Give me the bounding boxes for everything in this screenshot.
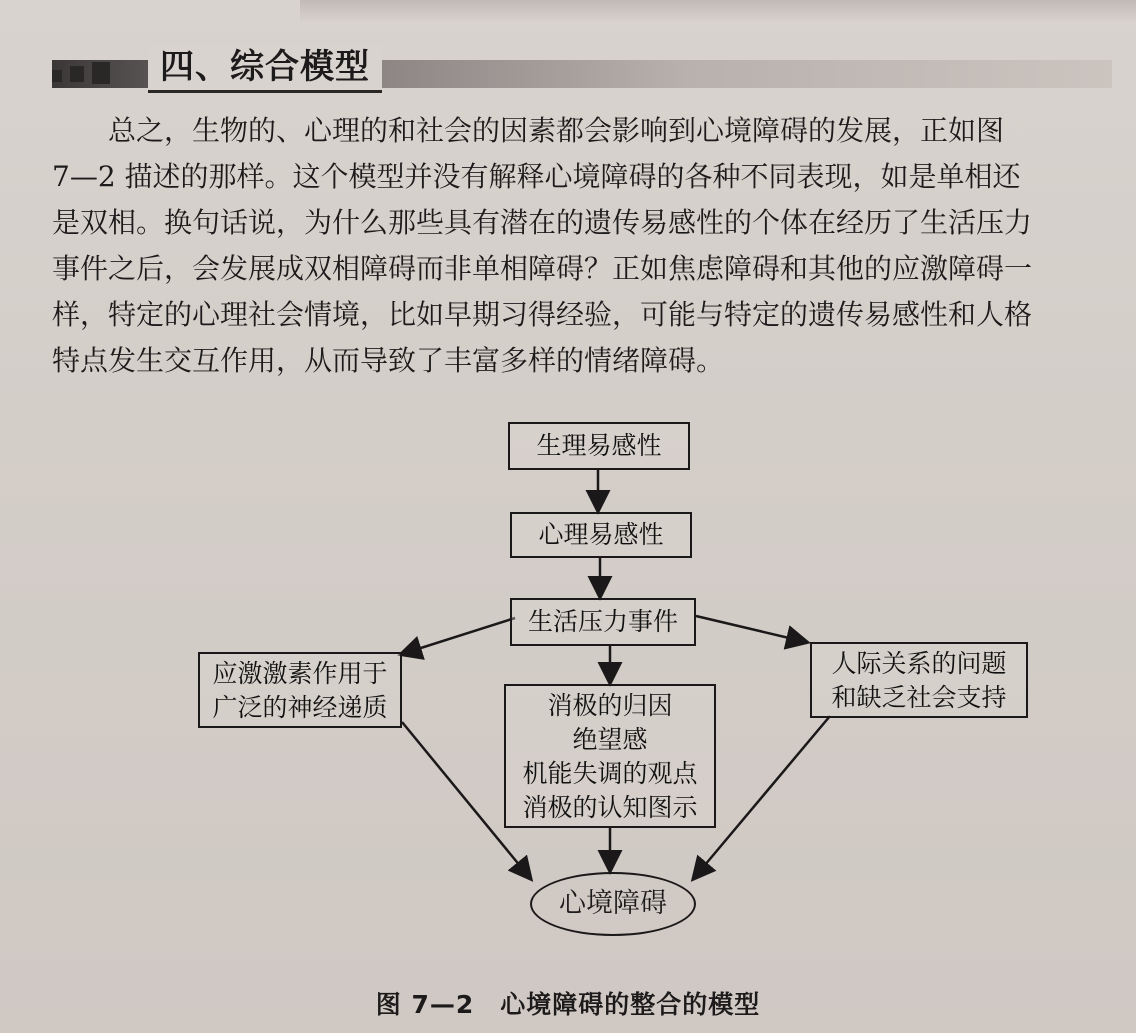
paragraph-line: 样，特定的心理社会情境，比如早期习得经验，可能与特定的遗传易感性和人格 (52, 298, 1033, 331)
node-life-stress-events (510, 598, 696, 646)
node-label-line: 和缺乏社会支持 (831, 683, 1007, 712)
figure-title: 心境障碍的整合的模型 (500, 990, 761, 1019)
arrow-stress-to-hormone (402, 618, 515, 654)
figure-number: 图 7—2 (375, 990, 475, 1019)
figure-caption (0, 985, 1136, 1021)
header-square-icon (52, 70, 62, 82)
section-title: 四、综合模型 (148, 44, 382, 93)
section-header (52, 40, 1112, 92)
node-label-line: 广泛的神经递质 (212, 693, 388, 722)
body-paragraph (52, 108, 1128, 384)
node-label-line: 绝望感 (572, 725, 648, 754)
bleed-through-shadow (300, 0, 1136, 22)
node-label: 生理易感性 (536, 431, 662, 460)
node-social-problems (810, 642, 1028, 718)
node-label-line: 应激激素作用于 (212, 659, 388, 688)
integrated-model-diagram (0, 400, 1136, 1000)
node-label-line: 消极的归因 (547, 691, 673, 720)
node-stress-hormones (198, 652, 402, 728)
node-label-line: 人际关系的问题 (831, 649, 1007, 678)
paragraph-line: 总之，生物的、心理的和社会的因素都会影响到心境障碍的发展，正如图 (108, 114, 1005, 147)
node-negative-cognitions (504, 684, 716, 828)
node-mood-disorder: 心境障碍 (530, 872, 696, 936)
node-label-line: 消极的认知图示 (522, 793, 698, 822)
node-psychological-vulnerability (510, 512, 692, 558)
paragraph-line: 是双相。换句话说，为什么那些具有潜在的遗传易感性的个体在经历了生活压力 (52, 206, 1033, 239)
arrow-stress-to-social (696, 616, 806, 642)
header-square-icon (92, 62, 110, 84)
paragraph-line: 特点发生交互作用，从而导致了丰富多样的情绪障碍。 (52, 344, 725, 377)
header-square-icon (70, 66, 84, 82)
paragraph-line: 事件之后，会发展成双相障碍而非单相障碍？正如焦虑障碍和其他的应激障碍一 (52, 252, 1033, 285)
node-label-line: 机能失调的观点 (522, 759, 698, 788)
node-biological-vulnerability (508, 422, 690, 470)
paragraph-line: 7—2 描述的那样。这个模型并没有解释心境障碍的各种不同表现，如是单相还 (52, 160, 1021, 193)
node-label: 生活压力事件 (527, 607, 678, 636)
node-label: 心理易感性 (538, 520, 664, 549)
